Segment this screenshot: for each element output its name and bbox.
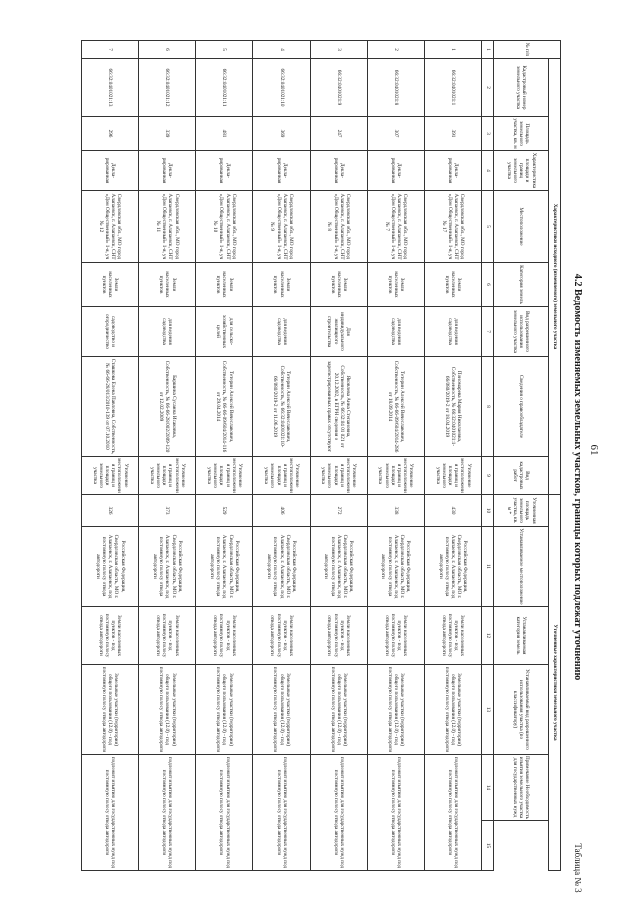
cell-refined-category: Земли населенных пунктов - под постоянную полосу отвода автодороги bbox=[139, 607, 196, 665]
cell-refined-location: Российская Федерация, Свердловская область, МО г. Алапаевск, г. Алапаевск, под постоянную полосу отвода автодороги bbox=[196, 527, 253, 607]
cell-rights: Тетерин Алексей Вячеславович, Собственность, № 66:32:0401021:10-66/080/2019-2 от 11.06.2019 bbox=[253, 357, 310, 457]
cell-work: Уточнение местоположения границ и площади земельного участка bbox=[82, 457, 139, 495]
cell-cadastral: 66:32:0401021:1 bbox=[424, 59, 481, 117]
cell-category: Земли населенных пунктов bbox=[196, 263, 253, 307]
cell-refined-area: 430 bbox=[424, 495, 481, 527]
cell-refined-location: Российская Федерация, Свердловская область, МО г. Алапаевск, г. Алапаевск, под постоянную полосу отвода автодороги bbox=[367, 527, 424, 607]
cell-refined-category: Земли населенных пунктов - под постоянную полосу отвода автодороги bbox=[82, 607, 139, 665]
cell-refined-area: 406 bbox=[253, 495, 310, 527]
cell-work: Уточнение местоположения границ и площади земельного участка bbox=[310, 457, 367, 495]
table-row bbox=[367, 41, 424, 871]
column-number: 4 bbox=[482, 151, 494, 191]
cell-area: 307 bbox=[367, 117, 424, 151]
cell-shape: Декла- рированная bbox=[310, 151, 367, 191]
table-row bbox=[253, 41, 310, 871]
header-refined-category: Устанавливаемая категория земель bbox=[494, 607, 549, 665]
cell-no: 1 bbox=[424, 41, 481, 59]
table-row bbox=[196, 41, 253, 871]
cell-cadastral: 66:32:0401021:8 bbox=[367, 59, 424, 117]
cell-refined-use: Земельные участки (территории) общего пользования (12.0) - под постоянную полосу отвода автодороги bbox=[424, 665, 481, 755]
column-number: 10 bbox=[482, 495, 494, 527]
cell-refined-location: Российская Федерация, Свердловская область, МО г. Алапаевск, г. Алапаевск, под постоянную полосу отвода автодороги bbox=[253, 527, 310, 607]
cell-category: Земли населенных пунктов bbox=[310, 263, 367, 307]
cell-refined-use: Земельные участки (территории) общего пользования (12.0) - под постоянную полосу отвода автодороги bbox=[367, 665, 424, 755]
cell-cadastral: 66:32:0401021:10 bbox=[253, 59, 310, 117]
cell-work: Уточнение местоположения границ и площади земельного участка bbox=[367, 457, 424, 495]
cell-location: Свердловская обл., МО город Алапаевск, г. Алапаевск, СНТ «Дом Общественный» 1-я, уч № 9 bbox=[253, 191, 310, 263]
table-row bbox=[139, 41, 196, 871]
cell-refined-area: 272 bbox=[310, 495, 367, 527]
cell-note: подлежит изъятию для государственных нужд под постоянную полосу отвода автодороги bbox=[82, 755, 139, 871]
cell-no: 6 bbox=[139, 41, 196, 59]
cell-refined-location: Российская Федерация, Свердловская область, МО г. Алапаевск, г. Алапаевск, под постоянную полосу отвода автодороги bbox=[424, 527, 481, 607]
cell-shape: Декла- рированная bbox=[139, 151, 196, 191]
cell-location: Свердловская обл., МО город Алапаевск, г. Алапаевск, СНТ «Дом Общественный» 1-я, уч № 7 bbox=[367, 191, 424, 263]
column-number: 15 bbox=[482, 821, 494, 871]
cell-no: 7 bbox=[82, 41, 139, 59]
registry-table-container bbox=[81, 40, 561, 870]
column-number: 2 bbox=[482, 59, 494, 117]
cell-category: Земли населенных пунктов bbox=[424, 263, 481, 307]
cell-category: Земли населенных пунктов bbox=[367, 263, 424, 307]
table-row bbox=[82, 41, 139, 871]
column-number: 1 bbox=[482, 41, 494, 59]
cell-note: подлежит изъятию для государственных нужд под постоянную полосу отвода автодороги bbox=[253, 755, 310, 871]
column-number: 9 bbox=[482, 457, 494, 495]
cell-work: Уточнение местоположения границ и площади земельного участка bbox=[424, 457, 481, 495]
cell-area: 369 bbox=[253, 117, 310, 151]
cell-refined-area: 338 bbox=[367, 495, 424, 527]
cell-no: 3 bbox=[310, 41, 367, 59]
document-title: 4.2 Ведомость изменяемых земельных участков, границы которых подлежат уточнению bbox=[572, 273, 583, 681]
column-number: 11 bbox=[482, 527, 494, 607]
table-row bbox=[424, 41, 481, 871]
cell-note: подлежит изъятию для государственных нужд под постоянную полосу отвода автодороги bbox=[196, 755, 253, 871]
cell-use: для ведения садоводства bbox=[253, 307, 310, 357]
cell-rights: Тетерин Алексей Вячеславович, Собственность, № 66-66-09/604/2014-286 от 18.09.2014 bbox=[367, 357, 424, 457]
cell-refined-location: Российская Федерация, Свердловская область, МО г. Алапаевск, г. Алапаевск, под постоянную полосу отвода автодороги bbox=[310, 527, 367, 607]
cell-area: 296 bbox=[82, 117, 139, 151]
cell-use: для ведения садоводства bbox=[139, 307, 196, 357]
cell-refined-area: 529 bbox=[196, 495, 253, 527]
cell-rights: Пономарева Мария Николаевна, Собственность, № 66:32:0401021:1-66/080/2019-2 от 18.04.2019 bbox=[424, 357, 481, 457]
cell-refined-category: Земли населенных пунктов - под постоянную полосу отвода автодороги bbox=[424, 607, 481, 665]
column-number-row bbox=[482, 41, 494, 871]
cell-shape: Декла- рированная bbox=[424, 151, 481, 191]
cell-no: 5 bbox=[196, 41, 253, 59]
cell-refined-location: Российская Федерация, Свердловская область, МО г. Алапаевск, г. Алапаевск, под постоянную полосу отвода автодороги bbox=[82, 527, 139, 607]
cell-refined-use: Земельные участки (территории) общего пользования (12.0) - под постоянную полосу отвода автодороги bbox=[310, 665, 367, 755]
table-body bbox=[82, 41, 482, 871]
cell-refined-area: 326 bbox=[82, 495, 139, 527]
column-number: 12 bbox=[482, 607, 494, 665]
cell-work: Уточнение местоположения границ и площади земельного участка bbox=[139, 457, 196, 495]
cell-refined-category: Земли населенных пунктов - под постоянную полосу отвода автодороги bbox=[310, 607, 367, 665]
cell-area: 481 bbox=[196, 117, 253, 151]
header-cadastral: Кадастровый номер земельного участка bbox=[494, 59, 549, 117]
cell-cadastral: 66:32:0401021:11 bbox=[196, 59, 253, 117]
page-number: 61 bbox=[588, 444, 600, 456]
header-shape: Характеристика площади и границ земельного участка bbox=[494, 151, 549, 191]
cell-rights: Сташкова Елена Павловна, Собственность, № 66-66-28/013/2010-139 от 07.10.2010 bbox=[82, 357, 139, 457]
cell-refined-category: Земли населенных пунктов - под постоянную полосу отвода автодороги bbox=[253, 607, 310, 665]
header-note: Примечание Необходимость изъятия земельного участка для государственных нужд bbox=[494, 755, 549, 821]
cell-refined-use: Земельные участки (территории) общего пользования (12.0) - под постоянную полосу отвода автодороги bbox=[139, 665, 196, 755]
header-work: Вид кадастровых работ bbox=[494, 457, 549, 495]
header-use: Вид разрешенного использования земельного участка bbox=[494, 307, 549, 357]
cell-note: подлежит изъятию для государственных нужд под постоянную полосу отвода автодороги bbox=[139, 755, 196, 871]
table-row bbox=[310, 41, 367, 871]
column-number: 6 bbox=[482, 263, 494, 307]
cell-refined-use: Земельные участки (территории) общего пользования (12.0) - под постоянную полосу отвода автодороги bbox=[253, 665, 310, 755]
cell-location: Свердловская обл., МО город Алапаевск, г. Алапаевск, СНТ «Дом Общественный» 1-я, уч № 17 bbox=[424, 191, 481, 263]
cell-category: Земли населенных пунктов bbox=[139, 263, 196, 307]
cell-refined-use: Земельные участки (территории) общего пользования (12.0) - под постоянную полосу отвода автодороги bbox=[196, 665, 253, 755]
cell-shape: Декла- рированная bbox=[196, 151, 253, 191]
cell-work: Уточнение местоположения границ и площади земельного участка bbox=[196, 457, 253, 495]
cell-note: подлежит изъятию для государственных нужд под постоянную полосу отвода автодороги bbox=[424, 755, 481, 871]
table-label: Таблица № 3 bbox=[573, 843, 583, 893]
cell-rights: Баршина Сусанна Исаковна, Собственность, № 66-66-28/002/2009-120 от 12.02.2009 bbox=[139, 357, 196, 457]
cell-location: Свердловская обл., МО город Алапаевск, г. Алапаевск, СНТ «Дом Общественный» 1-я, уч № 10 bbox=[196, 191, 253, 263]
cell-cadastral: 66:32:0401021:12 bbox=[139, 59, 196, 117]
cell-refined-category: Земли населенных пунктов - под постоянную полосу отвода автодороги bbox=[196, 607, 253, 665]
cell-use: для ведения садоводства bbox=[424, 307, 481, 357]
cell-rights: Тетерин Алексей Вячеславович, Собственность, № 66-66-09/604/2014-116 от 29.04.2014 bbox=[196, 357, 253, 457]
cell-use: Для индивидуального жилищного строительства bbox=[310, 307, 367, 357]
cell-use: садоводство и огородничество bbox=[82, 307, 139, 357]
cell-note: подлежит изъятию для государственных нужд под постоянную полосу отвода автодороги bbox=[367, 755, 424, 871]
cell-area: 247 bbox=[310, 117, 367, 151]
cell-work: Уточнение местоположения границ и площади земельного участка bbox=[253, 457, 310, 495]
cell-cadastral: 66:32:0401021:13 bbox=[82, 59, 139, 117]
cell-use: для ведения садоводства bbox=[367, 307, 424, 357]
cell-location: Свердловская обл., МО город Алапаевск, г. Алапаевск, СНТ «Дом Общественный» 1-я, уч № 8 bbox=[310, 191, 367, 263]
cell-cadastral: 66:32:0401021:9 bbox=[310, 59, 367, 117]
cell-no: 2 bbox=[367, 41, 424, 59]
header-group-refined: Уточненные характеристики земельного участка bbox=[549, 495, 561, 871]
cell-refined-use: Земельные участки (территории) общего пользования (12.0) - под постоянную полосу отвода автодороги bbox=[82, 665, 139, 755]
cell-use: для сельско- хозяйственных целей bbox=[196, 307, 253, 357]
header-rights: Сведения о правообладателе bbox=[494, 357, 549, 457]
cell-note: подлежит изъятию для государственных нужд под постоянную полосу отвода автодороги bbox=[310, 755, 367, 871]
header-area: Площадь земельного участка, кв. м bbox=[494, 117, 549, 151]
cell-rights: Яковлева Анна Степановна, Собственность, № 66:32:04 01 021 от 20.12.2002, в ЕГРН сведения о зарегистрированных правах отсутствуют bbox=[310, 357, 367, 457]
column-number: 14 bbox=[482, 755, 494, 821]
cell-shape: Декла- рированная bbox=[253, 151, 310, 191]
column-number: 5 bbox=[482, 191, 494, 263]
column-number: 3 bbox=[482, 117, 494, 151]
header-group-initial: Характеристики исходного (изменяемого) земельного участка bbox=[549, 59, 561, 495]
header-refined-area: Уточненная площадь земельного участка, кв. м * bbox=[494, 495, 549, 527]
cell-category: Земли населенных пунктов bbox=[82, 263, 139, 307]
cell-category: Земли населенных пунктов bbox=[253, 263, 310, 307]
header-category: Категория земель bbox=[494, 263, 549, 307]
header-location: Местоположение bbox=[494, 191, 549, 263]
cell-refined-location: Российская Федерация, Свердловская область, МО г. Алапаевск, г. Алапаевск, под постоянную полосу отвода автодороги bbox=[139, 527, 196, 607]
cell-refined-category: Земли населенных пунктов - под постоянную полосу отвода автодороги bbox=[367, 607, 424, 665]
column-number: 8 bbox=[482, 357, 494, 457]
cell-area: 339 bbox=[139, 117, 196, 151]
cell-refined-area: 373 bbox=[139, 495, 196, 527]
cell-no: 4 bbox=[253, 41, 310, 59]
cell-shape: Декла- рированная bbox=[367, 151, 424, 191]
header-refined-location: Устанавливаемое местоположение bbox=[494, 527, 549, 607]
cell-area: 391 bbox=[424, 117, 481, 151]
column-number: 13 bbox=[482, 665, 494, 755]
header-refined-use: Устанавливаемый вид разрешенного использования участка (по классификатору) bbox=[494, 665, 549, 755]
column-number: 7 bbox=[482, 307, 494, 357]
cell-location: Свердловская обл., МО город Алапаевск, г. Алапаевск, СНТ «Дом Общественный» 1-я, уч № 11 bbox=[139, 191, 196, 263]
cell-location: Свердловская обл., МО город Алапаевск, г. Алапаевск, СНТ «Дом Общественный» 1-я, уч № 12 bbox=[82, 191, 139, 263]
parcel-registry-table bbox=[81, 40, 561, 871]
cell-shape: Декла- рированная bbox=[82, 151, 139, 191]
header-no: № п/п bbox=[494, 41, 561, 59]
